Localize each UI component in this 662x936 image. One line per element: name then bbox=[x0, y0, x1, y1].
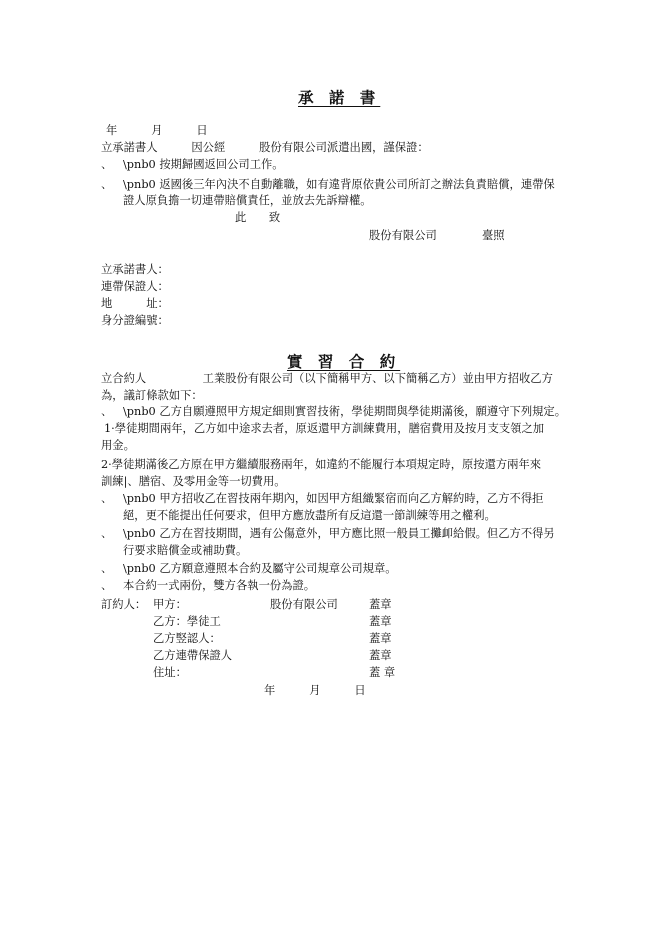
contract-signers-label: 訂約人： bbox=[101, 598, 147, 611]
promise-intro: 立承諾書人 因公經 股份有限公司派遣出國，謹保證： bbox=[101, 141, 429, 154]
contract-seal-address: 蓋 章 bbox=[369, 666, 396, 679]
promise-addressee: 股份有限公司 臺照 bbox=[369, 229, 505, 242]
contract-address: 住址： bbox=[153, 666, 187, 679]
contract-c2-marker: 、 bbox=[101, 492, 113, 505]
contract-seal-witness: 蓋章 bbox=[369, 632, 392, 645]
contract-c1-sub2-line2: 訓練|、膳宿、及零用金等一切費用。 bbox=[101, 475, 286, 488]
contract-c1-sub2-line1: 2·學徒期滿後乙方原在甲方繼續服務兩年，如違約不能履行本項規定時，原按還方兩年來 bbox=[101, 458, 542, 471]
contract-party-a-company: 股份有限公司 bbox=[270, 598, 338, 611]
promise-item1: \pnb0 按期歸國返回公司工作。 bbox=[123, 158, 284, 171]
promise-sig-id: 身分證編號： bbox=[101, 314, 169, 327]
promise-sig-promisor: 立承諾書人： bbox=[101, 263, 169, 276]
contract-party-b: 乙方：學徒工 bbox=[153, 615, 221, 628]
contract-c5: 本合約一式兩份，雙方各執一份為證。 bbox=[123, 579, 316, 592]
promise-closing: 此 致 bbox=[235, 211, 281, 224]
contract-c4-marker: 、 bbox=[101, 562, 113, 575]
contract-c1: \pnb0 乙方自願遵照甲方規定細則實習技術，學徒期間與學徒期滿後，願遵守下列規定。 bbox=[123, 405, 567, 418]
promise-item2-line2: 證人原負擔一切連帶賠償責任，並放去先訴辯權。 bbox=[123, 194, 372, 207]
contract-c4: \pnb0 乙方願意遵照本合約及屬守公司規章公司規章。 bbox=[123, 562, 397, 575]
contract-intro-line2: 為，議訂條款如下： bbox=[101, 389, 203, 402]
contract-c2-line1: \pnb0 甲方招收乙在習技兩年期內，如因甲方組織緊宿而向乙方解約時，乙方不得拒 bbox=[123, 492, 544, 505]
contract-c1-sub1-line1: 1·學徒期間兩年，乙方如中途求去者，原返還甲方訓練費用，膳宿費用及按月支支領之加 bbox=[104, 422, 545, 435]
contract-c3-line2: 行要求賠償金或補助費。 bbox=[123, 544, 248, 557]
contract-c2-line2: 絕，更不能提出任何要求，但甲方應放盡所有反這還一節訓練等用之權利。 bbox=[123, 509, 496, 522]
promise-sig-guarantor: 連帶保證人： bbox=[101, 280, 169, 293]
contract-c1-sub1-line2: 用金。 bbox=[101, 439, 135, 452]
promise-title: 承 諾 書 bbox=[298, 88, 381, 107]
promise-item1-marker: 、 bbox=[101, 158, 113, 171]
promise-date-line: 年 月 日 bbox=[106, 124, 208, 137]
promise-item2-line1: \pnb0 返國後三年內決不自動離職，如有違背原依貴公司所訂之辦法負責賠償，連帶保 bbox=[123, 178, 555, 191]
contract-c3-line1: \pnb0 乙方在習技期間，遇有公傷意外，甲方應比照一般員工攤卹給假。但乙方不得另 bbox=[123, 527, 555, 540]
contract-title: 實 習 合 約 bbox=[287, 352, 401, 371]
contract-c3-marker: 、 bbox=[101, 527, 113, 540]
contract-date-line: 年 月 日 bbox=[264, 684, 366, 697]
contract-party-b-guarantor: 乙方連帶保證人 bbox=[153, 649, 233, 662]
contract-c1-marker: 、 bbox=[101, 405, 113, 418]
contract-intro-line1: 立合約人 工業股份有限公司（以下簡稱甲方、以下簡稱乙方）並由甲方招收乙方 bbox=[101, 372, 553, 385]
contract-seal-guarantor: 蓋章 bbox=[369, 649, 392, 662]
contract-c5-marker: 、 bbox=[101, 579, 113, 592]
contract-party-b-witness: 乙方竪認人： bbox=[153, 632, 221, 645]
contract-seal-b: 蓋章 bbox=[369, 615, 392, 628]
promise-item2-marker: 、 bbox=[101, 178, 113, 191]
contract-seal-a: 蓋章 bbox=[369, 598, 392, 611]
contract-party-a: 甲方： bbox=[153, 598, 187, 611]
promise-sig-address: 地 址： bbox=[101, 297, 169, 310]
